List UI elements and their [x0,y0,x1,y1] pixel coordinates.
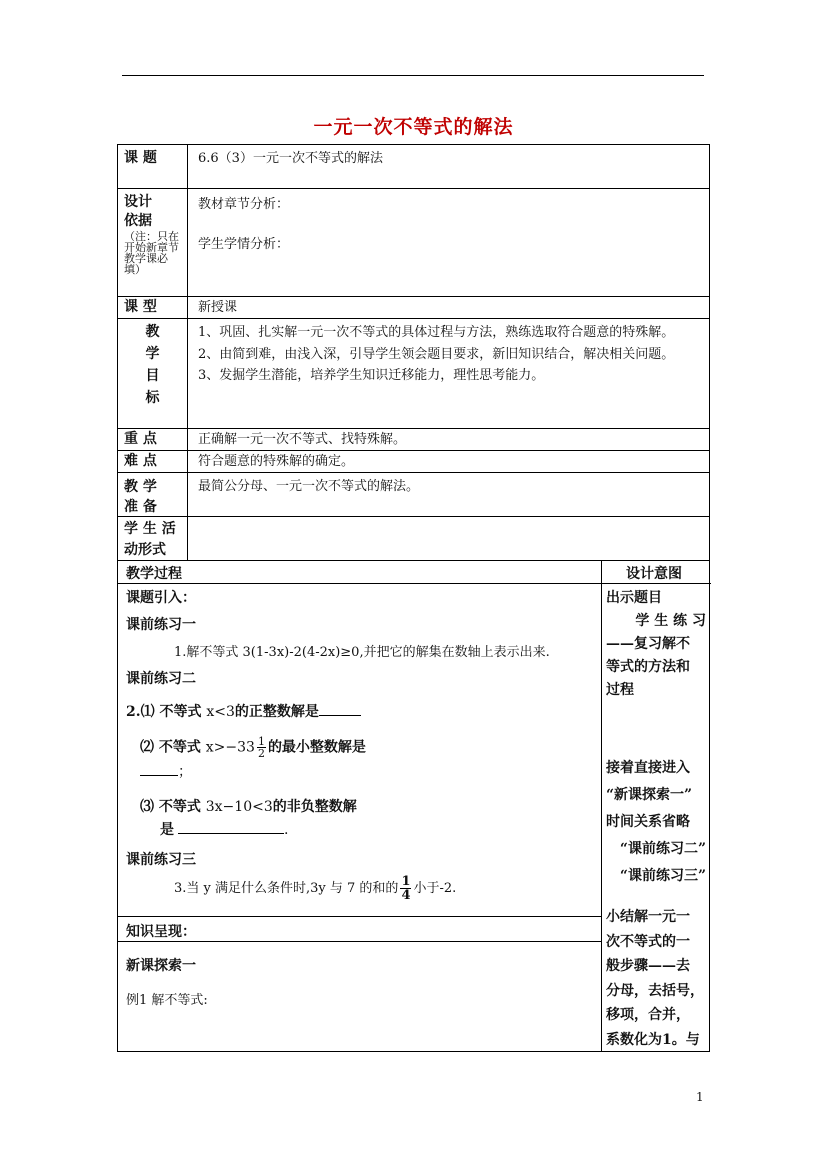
q2-2-whole: 3 [246,739,255,756]
label-prep [118,473,188,516]
label-prep-2: 准 备 [124,499,157,515]
q2-2-expr: x>−3 [205,739,247,756]
row-design [117,188,710,296]
q2-2-end: ； [178,764,192,780]
intent-b5: “课前练习三” [619,868,706,884]
label-design [118,189,188,296]
label-goals [118,319,188,428]
goal-label-2: 学 [145,346,160,362]
q3-num: 1 [401,874,411,889]
q2-3-is: 是 [160,822,174,838]
label-difficulty: 难 点 [118,451,188,472]
label-type: 课 型 [118,297,188,318]
intent-c2: 次不等式的一 [606,933,690,950]
new-exploration-1-heading: 新课探索一 [126,958,196,974]
intent-a1: 出示题目 [606,590,662,606]
design-line-2: 学生学情分析： [198,237,290,252]
value-prep: 最简公分母、一元一次不等式的解法。 [198,479,420,494]
goal-label-4: 标 [145,390,160,406]
intent-block-1 [606,587,706,702]
intent-c4: 分母，去括号， [606,982,704,999]
goal-3: 3、发掘学生潜能，培养学生知识迁移能力，理性思考能力。 [198,368,545,383]
process-header: 教学过程 [126,566,182,582]
knowledge-heading: 知识呈现： [126,924,196,940]
process-header-divider [118,583,711,584]
label-key: 重 点 [118,429,188,450]
q2-1-expr: x<3 [206,704,235,720]
document-title: 一元一次不等式的解法 [313,116,514,138]
intent-a3: ——复习解不 [606,636,690,652]
knowledge-divider-bottom [118,941,601,942]
intent-a2: 学 生 练 习 [635,613,706,629]
row-key [117,428,710,450]
row-topic [117,144,710,188]
q2-2-den: 2 [257,747,265,760]
q2-2-suffix: 的最小整数解是 [267,739,366,756]
row-difficulty [117,450,710,472]
q2-3-suffix: 的非负整数解 [272,799,357,815]
pre-exercise-3-heading: 课前练习三 [126,852,196,868]
pre-exercise-3-question [174,875,456,902]
question-2-2 [140,736,366,759]
value-difficulty: 符合题意的特殊解的确定。 [198,454,355,469]
goal-label-3: 目 [145,368,160,384]
intent-b1: 接着直接进入 [606,760,690,776]
intent-b2: “新课探索一” [606,787,693,803]
row-goals [117,318,710,428]
q3-suffix: 小于-2. [413,881,457,896]
q2-3-prefix: ⑶ 不等式 [140,799,206,815]
value-topic: 6.6（3）一元一次不等式的解法 [198,151,383,166]
value-key: 正确解一元一次不等式、找特殊解。 [198,432,407,447]
value-design [188,189,709,296]
pre-exercise-1-heading: 课前练习一 [126,617,196,633]
pre-exercise-1-question: 1.解不等式 3(1-3x)-2(4-2x)≥0,并把它的解集在数轴上表示出来. [174,645,550,660]
q2-2-prefix: ⑵ 不等式 [140,739,206,756]
intent-c5: 移项，合并， [606,1007,690,1023]
process-section [117,560,710,1052]
label-topic: 课 题 [118,145,188,188]
pre-exercise-2-heading: 课前练习二 [126,671,196,687]
q2-1-prefix: 2.⑴ 不等式 [126,704,207,720]
value-activity [188,517,709,560]
q2-3-expr: 3x−10<3 [205,799,273,815]
intent-b3: 时间关系省略 [606,814,690,830]
goal-2: 2、由简到难，由浅入深，引导学生领会题目要求，新旧知识结合，解决相关问题。 [198,346,675,362]
intro-heading: 课题引入： [126,590,196,606]
intent-column-divider [601,561,602,1051]
intent-a5: 过程 [606,682,634,698]
label-activity [118,517,188,560]
design-line-1: 教材章节分析： [198,197,290,212]
header-rule [122,75,704,76]
question-2-1 [126,701,361,721]
q2-1-suffix: 的正整数解是 [234,704,319,720]
label-activity-1: 学 生 活 [124,521,176,537]
q2-3-end: . [284,822,289,838]
label-design-1: 设计 [124,194,152,210]
knowledge-divider-top [118,916,601,917]
intent-c1: 小结解一元一 [606,909,690,925]
question-2-3 [140,796,357,816]
value-type: 新授课 [198,300,238,315]
intent-header: 设计意图 [626,566,682,582]
intent-c3: 般步骤——去 [606,958,690,974]
label-prep-1: 教 学 [124,479,157,495]
intent-a4: 等式的方法和 [606,659,690,675]
intent-b4: “课前练习二” [619,841,706,857]
q3-den: 4 [401,888,411,903]
example-1: 例1 解不等式: [126,993,208,1008]
label-design-2: 依据 [124,213,152,229]
intent-block-3 [606,905,706,1052]
question-2-2-blank [140,761,192,781]
goal-label-1: 教 [145,324,160,340]
row-type [117,296,710,318]
label-activity-2: 动形式 [124,542,166,558]
q2-2-num: 1 [257,735,265,748]
question-2-3-blank [160,819,288,839]
goal-1: 1、巩固、扎实解一元一次不等式的具体过程与方法，熟练选取符合题意的特殊解。 [198,325,675,340]
design-note: （注：只在开始新章节教学课必填） [124,230,179,276]
value-goals [188,319,709,428]
intent-c6: 系数化为1。与 [606,1031,700,1048]
page-number: 1 [696,1090,704,1104]
intent-block-2 [606,755,706,890]
row-prep [117,472,710,516]
q3-prefix: 3.当 y 满足什么条件时,3y 与 7 的和的 [174,881,399,896]
row-activity [117,516,710,560]
